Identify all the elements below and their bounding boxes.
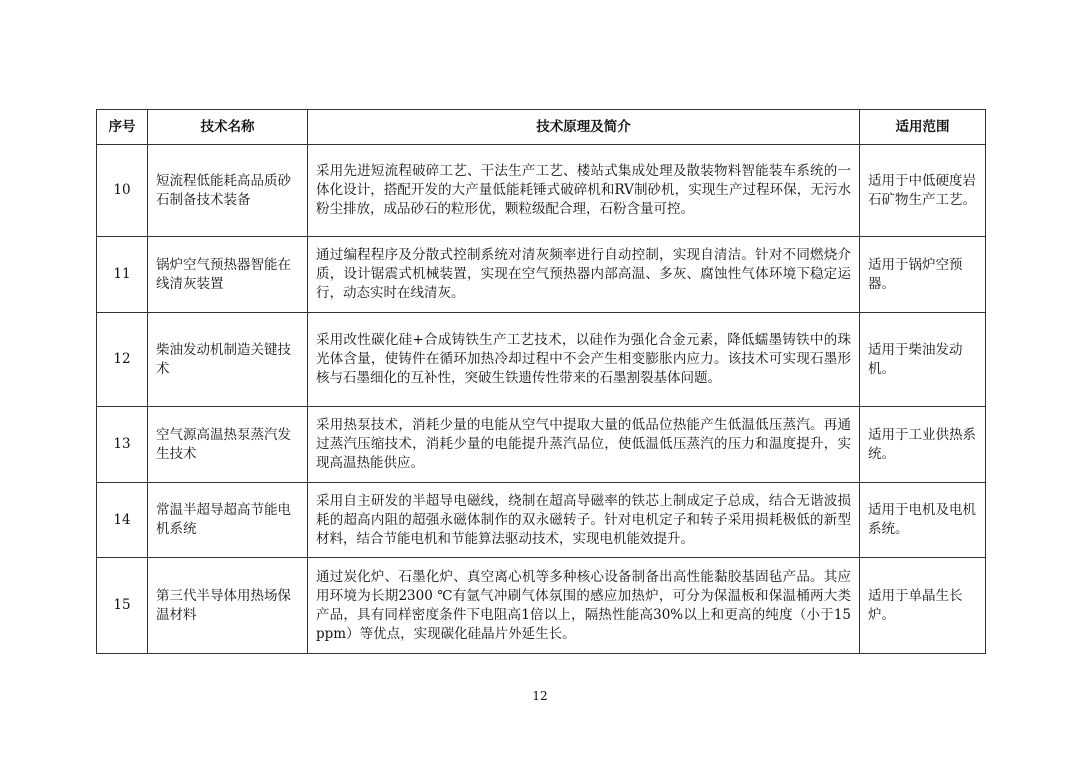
application-scope: 适用于单晶生长炉。 bbox=[860, 558, 986, 654]
row-number: 14 bbox=[97, 483, 148, 558]
technology-description: 通过编程程序及分散式控制系统对清灰频率进行自动控制，实现自清洁。针对不同燃烧介质，设计锯震式机械装置，实现在空气预热器内部高温、多灰、腐蚀性气体环境下稳定运行，动态实时在线清灰。 bbox=[308, 237, 860, 313]
technology-table bbox=[96, 109, 986, 654]
application-scope: 适用于锅炉空预器。 bbox=[860, 237, 986, 313]
technology-description: 通过炭化炉、石墨化炉、真空离心机等多种核心设备制备出高性能黏胶基固毡产品。其应用环境为长期2300 ℃有氩气冲刷气体氛围的感应加热炉，可分为保温板和保温桶两大类产品，具有同样密度条件下电阻高1倍以上，隔热性能高30%以上和更高的纯度（小于15 ppm）等优点，实现碳化硅晶片外延生长。 bbox=[308, 558, 860, 654]
row-number: 10 bbox=[97, 145, 148, 237]
technology-name: 锅炉空气预热器智能在线清灰装置 bbox=[148, 237, 308, 313]
row-number: 15 bbox=[97, 558, 148, 654]
header-name: 技术名称 bbox=[148, 110, 308, 145]
technology-name: 常温半超导超高节能电机系统 bbox=[148, 483, 308, 558]
table-row bbox=[97, 237, 986, 313]
table-row bbox=[97, 558, 986, 654]
table-row bbox=[97, 407, 986, 483]
technology-description: 采用先进短流程破碎工艺、干法生产工艺、楼站式集成处理及散装物料智能装车系统的一体化设计，搭配开发的大产量低能耗锤式破碎机和RV制砂机，实现生产过程环保，无污水粉尘排放，成品砂石的粒形优，颗粒级配合理，石粉含量可控。 bbox=[308, 145, 860, 237]
row-number: 13 bbox=[97, 407, 148, 483]
page-number: 12 bbox=[532, 689, 548, 703]
technology-name: 柴油发动机制造关键技术 bbox=[148, 313, 308, 407]
header-num: 序号 bbox=[97, 110, 148, 145]
header-desc: 技术原理及简介 bbox=[308, 110, 860, 145]
table-row bbox=[97, 145, 986, 237]
application-scope: 适用于柴油发动机。 bbox=[860, 313, 986, 407]
table-row bbox=[97, 313, 986, 407]
row-number: 11 bbox=[97, 237, 148, 313]
technology-name: 短流程低能耗高品质砂石制备技术装备 bbox=[148, 145, 308, 237]
header-scope: 适用范围 bbox=[860, 110, 986, 145]
application-scope: 适用于中低硬度岩石矿物生产工艺。 bbox=[860, 145, 986, 237]
application-scope: 适用于工业供热系统。 bbox=[860, 407, 986, 483]
technology-description: 采用改性碳化硅+合成铸铁生产工艺技术，以硅作为强化合金元素，降低蠕墨铸铁中的珠光体含量，使铸件在循环加热冷却过程中不会产生相变膨胀内应力。该技术可实现石墨形核与石墨细化的互补性，突破生铁遗传性带来的石墨割裂基体问题。 bbox=[308, 313, 860, 407]
technology-description: 采用自主研发的半超导电磁线，绕制在超高导磁率的铁芯上制成定子总成，结合无谐波损耗的超高内阻的超强永磁体制作的双永磁转子。针对电机定子和转子采用损耗极低的新型材料，结合节能电机和节能算法驱动技术，实现电机能效提升。 bbox=[308, 483, 860, 558]
technology-name: 第三代半导体用热场保温材料 bbox=[148, 558, 308, 654]
table-header-row bbox=[97, 110, 986, 145]
technology-name: 空气源高温热泵蒸汽发生技术 bbox=[148, 407, 308, 483]
row-number: 12 bbox=[97, 313, 148, 407]
table-row bbox=[97, 483, 986, 558]
technology-description: 采用热泵技术，消耗少量的电能从空气中提取大量的低品位热能产生低温低压蒸汽。再通过蒸汽压缩技术，消耗少量的电能提升蒸汽品位，使低温低压蒸汽的压力和温度提升，实现高温热能供应。 bbox=[308, 407, 860, 483]
application-scope: 适用于电机及电机系统。 bbox=[860, 483, 986, 558]
